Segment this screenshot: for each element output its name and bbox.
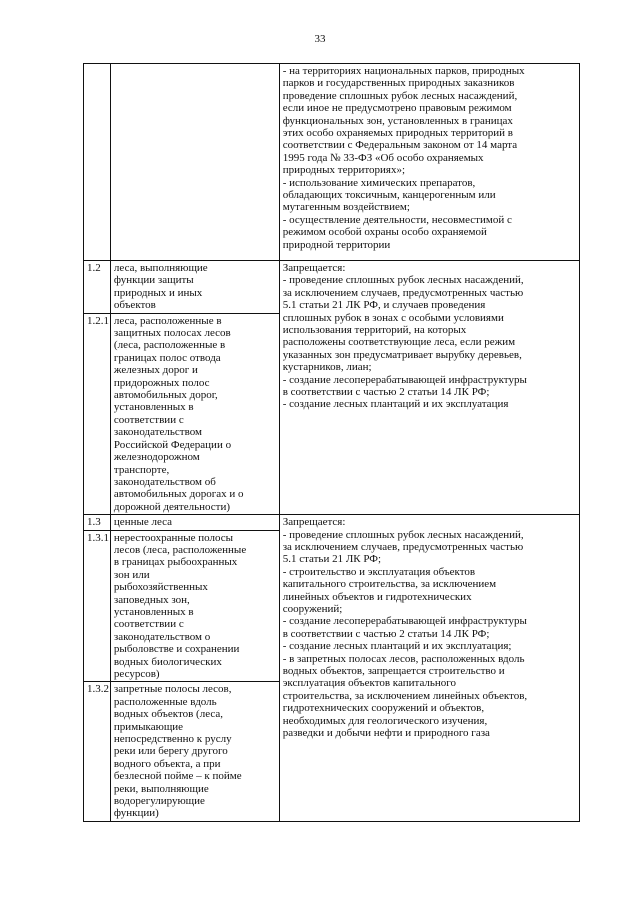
text-line: - проведение сплошных рубок лесных насаждений,	[282, 528, 524, 541]
text-line: объектов	[113, 299, 156, 312]
text-line: автомобильных дорог,	[113, 389, 218, 402]
text-line: за исключением случаев, предусмотренных частью	[282, 540, 524, 553]
forest-category-cell	[110, 682, 279, 821]
text-line: законодательством	[113, 426, 202, 439]
text-line: в соответствии с частью 2 статьи 14 ЛК РФ;	[282, 386, 490, 399]
text-line: обладающих токсичным, канцерогенным или	[282, 189, 496, 202]
text-line: сплошных рубок в зонах с особыми условиями	[282, 311, 504, 324]
text-line: железных дорог и	[113, 364, 198, 377]
text-line: соответствии с	[113, 413, 184, 426]
text-line: безлесной пойме – к пойме	[113, 770, 242, 783]
text-line: ресурсов)	[113, 668, 160, 680]
text-line: ценные леса	[113, 516, 173, 529]
text-line: если иное не предусмотрено правовым режимом	[282, 102, 512, 115]
forest-category-cell	[110, 313, 279, 515]
text-line: за исключением случаев, предусмотренных частью	[282, 286, 524, 299]
text-line: запретные полосы лесов,	[113, 683, 232, 696]
text-line: реки, выполняющие	[113, 782, 209, 795]
text-line: функции защиты	[113, 274, 194, 287]
table-row	[84, 515, 580, 530]
text-line: природных территориях»;	[282, 164, 406, 177]
text-line: 1995 года № 33-ФЗ «Об особо охраняемых	[282, 151, 484, 164]
text-line: - создание лесных плантаций и их эксплуатация	[282, 398, 509, 411]
text-line: сооружений;	[282, 602, 343, 615]
text-line: заповедных зон,	[113, 593, 190, 606]
row-number-cell: 1.3	[84, 515, 111, 530]
text-line: зон или	[113, 568, 150, 581]
table-row	[84, 261, 580, 314]
text-line: парков и государственных природных заказников	[282, 77, 515, 90]
text-line: автомобильных дорогах и о	[113, 488, 244, 501]
text-line: строительства, за исключением линейных объектов,	[282, 689, 528, 702]
text-line: законодательством об	[113, 475, 216, 488]
text-line: природных и иных	[113, 286, 203, 299]
text-line: установленных в	[113, 401, 194, 414]
text-line: рыболовстве и сохранении	[113, 643, 240, 656]
text-line: придорожных полос	[113, 376, 210, 389]
text-line: капитального строительства, за исключением	[282, 578, 497, 591]
text-line: указанных зон предусматривает вырубку деревьев,	[282, 348, 522, 361]
table-row	[84, 64, 580, 261]
text-line: защитных полосах лесов	[113, 327, 231, 340]
text-line: (леса, расположенные в	[113, 339, 226, 352]
text-line: мутагенным воздействием;	[282, 201, 410, 214]
text-line: функциональных зон, установленных в границах	[282, 114, 513, 127]
text-line: проведение сплошных рубок лесных насаждений,	[282, 89, 518, 102]
text-line: - осуществление деятельности, несовместимой с	[282, 213, 512, 226]
text-line: водорегулирующие	[113, 795, 205, 808]
text-line: расположены соответствующие леса, если режим	[282, 336, 516, 349]
text-line: эксплуатация объектов капитального	[282, 677, 457, 690]
row-number-cell: 1.3.1	[84, 530, 111, 682]
text-line: транспорте,	[113, 463, 170, 476]
text-line: установленных в	[113, 605, 194, 618]
text-line: 5.1 статьи 21 ЛК РФ, и случаев проведения	[282, 299, 486, 312]
text-line: непосредственно к руслу	[113, 733, 232, 746]
text-line: леса, расположенные в	[113, 314, 222, 327]
text-line: - создание лесоперерабатывающей инфраструктуры	[282, 373, 527, 386]
forest-category-cell	[110, 261, 279, 314]
text-line: - проведение сплошных рубок лесных насаждений,	[282, 274, 524, 287]
text-line: водного объекта, а при	[113, 757, 221, 770]
text-line: гидротехнических сооружений и объектов,	[282, 702, 485, 715]
text-line: леса, выполняющие	[113, 262, 208, 274]
text-line: необходимых для геологического изучения,	[282, 714, 488, 727]
text-line: - создание лесоперерабатывающей инфраструктуры	[282, 615, 527, 628]
text-line: Запрещается:	[282, 262, 346, 274]
forest-category-cell	[110, 515, 279, 530]
row-number-cell	[84, 64, 111, 261]
forest-regime-table	[83, 63, 580, 822]
text-line: кустарников, лиан;	[282, 361, 372, 374]
text-line: - создание лесных плантаций и их эксплуатация;	[282, 640, 512, 653]
text-line: - на территориях национальных парков, природных	[282, 65, 525, 77]
text-line: в границах рыбоохранных	[113, 556, 238, 569]
row-number-cell: 1.2	[84, 261, 111, 314]
text-line: примыкающие	[113, 720, 184, 733]
text-line: природной территории	[282, 238, 391, 251]
text-line: - использование химических препаратов,	[282, 176, 476, 189]
text-line: рыбохозяйственных	[113, 581, 208, 594]
row-number-cell: 1.2.1	[84, 313, 111, 515]
text-line: - строительство и эксплуатация объектов	[282, 565, 476, 578]
text-line: соответствии с	[113, 618, 184, 631]
text-line: линейных объектов и гидротехнических	[282, 590, 472, 603]
text-line: законодательством о	[113, 630, 211, 643]
text-line: водных объектов, запрещается строительство и	[282, 665, 505, 677]
text-line: Российской Федерации о	[113, 438, 232, 451]
text-line: в соответствии с частью 2 статьи 14 ЛК РФ;	[282, 627, 490, 640]
text-line: использования территорий, на которых	[282, 324, 467, 337]
text-line: реки или берегу другого	[113, 745, 228, 758]
text-line: соответствии с Федеральным законом от 14 марта	[282, 139, 518, 152]
forest-category-cell	[110, 64, 279, 261]
page-number: 33	[314, 33, 326, 45]
text-line: режимом особой охраны особо охраняемой	[282, 226, 487, 239]
text-line: расположенные вдоль	[113, 695, 217, 708]
text-line: разведки и добычи нефти и природного газа	[282, 727, 490, 740]
forest-category-cell	[110, 530, 279, 682]
text-line: нерестоохранные полосы	[113, 531, 234, 544]
text-line: функции)	[113, 807, 159, 820]
restrictions-cell	[279, 261, 579, 515]
text-line: этих особо охраняемых природных территорий в	[282, 127, 513, 140]
row-number-cell: 1.3.2	[84, 682, 111, 821]
text-line: водных биологических	[113, 655, 222, 668]
text-line: 5.1 статьи 21 ЛК РФ;	[282, 553, 382, 566]
text-line: дорожной деятельности)	[113, 500, 231, 513]
text-line: - в запретных полосах лесов, расположенных вдоль	[282, 652, 525, 665]
text-line: границах полос отвода	[113, 351, 221, 364]
restrictions-cell	[279, 515, 579, 822]
text-line: лесов (леса, расположенные	[113, 543, 247, 556]
text-line: железнодорожном	[113, 451, 200, 464]
restrictions-cell	[279, 64, 579, 261]
text-line: водных объектов (леса,	[113, 708, 224, 721]
text-line: Запрещается:	[282, 516, 346, 529]
